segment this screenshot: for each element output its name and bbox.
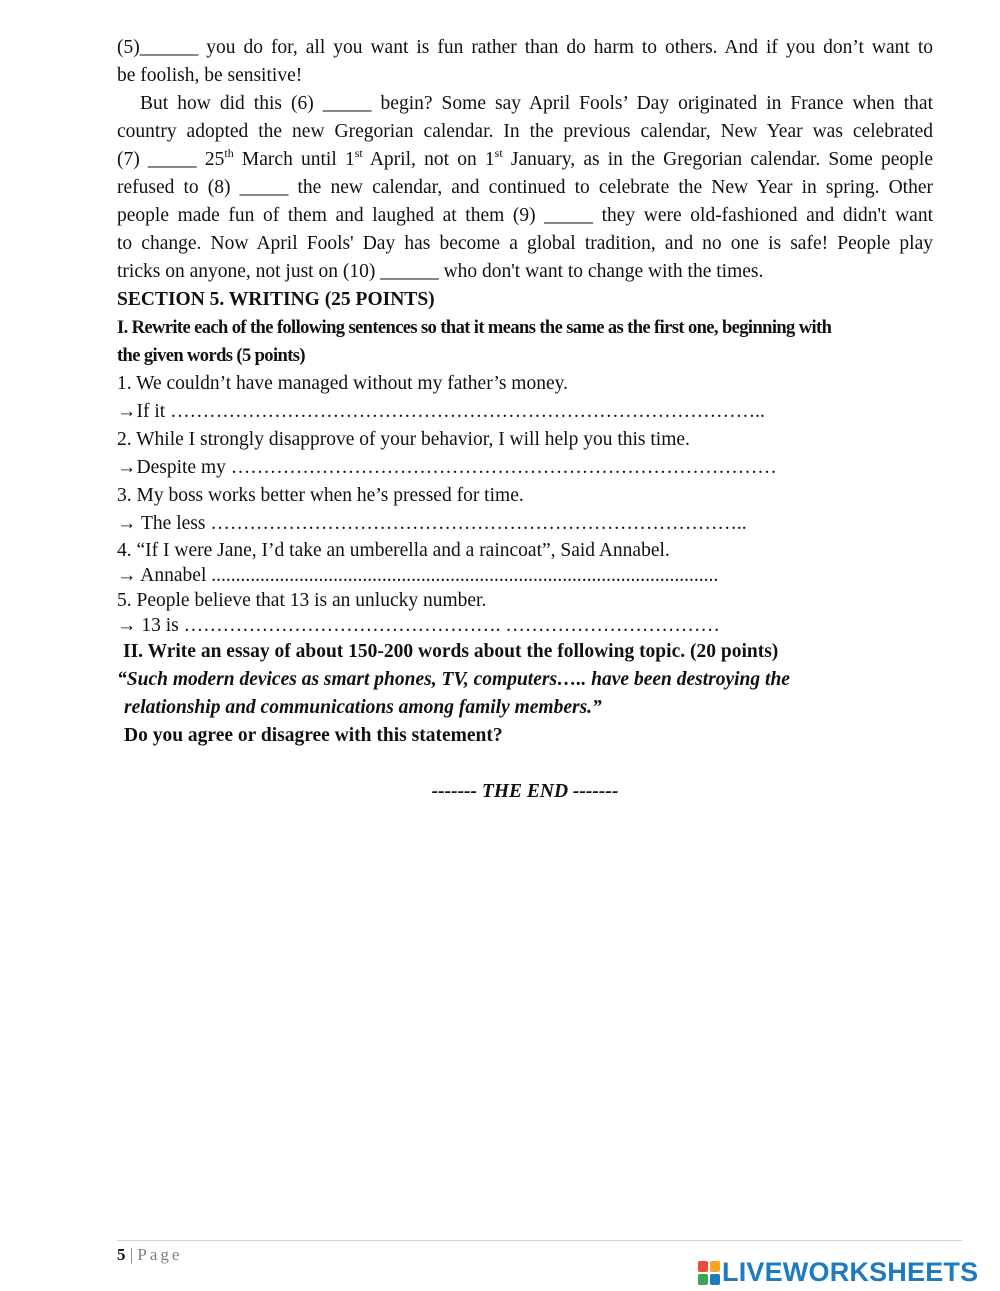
- text-segment: March until 1: [233, 149, 355, 170]
- paragraph-origin-line-6: to change. Now April Fools' Day has become a global tradition, and no one is safe! People play: [117, 233, 933, 254]
- rewrite-question-4: 4. “If I were Jane, I’d take an umberella and a raincoat”, Said Annabel.: [117, 540, 670, 561]
- paragraph-origin-line-1: But how did this (6) _____ begin? Some say April Fools’ Day originated in France when that: [140, 93, 933, 114]
- rewrite-answer-2: →Despite my …………………………………………………………………………: [117, 457, 777, 478]
- text-segment: (7) _____ 25: [117, 149, 225, 170]
- section-heading: SECTION 5. WRITING (25 POINTS): [117, 289, 435, 310]
- paragraph-origin-line-5: people made fun of them and laughed at them (9) _____ they were old-fashioned and didn't want: [117, 205, 933, 226]
- rewrite-answer-5: → 13 is …………………………………………. ……………………………: [117, 615, 720, 636]
- paragraph-origin-line-7: tricks on anyone, not just on (10) ______ who don't want to change with the times.: [117, 261, 764, 282]
- essay-quote-line-1: “Such modern devices as smart phones, TV, computers….. have been destroying the: [117, 669, 790, 690]
- page-number: [117, 1245, 182, 1265]
- paragraph-5-line-1: (5)______ you do for, all you want is fun rather than do harm to others. And if you don’t want to: [117, 37, 933, 58]
- liveworksheets-logo-icon: [698, 1261, 720, 1285]
- page-number-value: 5: [117, 1245, 126, 1264]
- rewrite-instruction-line-2: the given words (5 points): [117, 346, 305, 366]
- the-end: ------- THE END -------: [431, 781, 619, 802]
- page-separator: |: [125, 1245, 138, 1264]
- paragraph-origin-line-3: [117, 146, 933, 174]
- superscript: st: [354, 145, 363, 160]
- rewrite-question-5: 5. People believe that 13 is an unlucky number.: [117, 590, 487, 611]
- essay-question: Do you agree or disagree with this statement?: [124, 725, 503, 746]
- rewrite-question-2: 2. While I strongly disapprove of your behavior, I will help you this time.: [117, 429, 690, 450]
- superscript: th: [224, 145, 234, 160]
- spacer: [117, 750, 933, 778]
- paragraph-origin-line-4: refused to (8) _____ the new calendar, and continued to celebrate the New Year in spring. Other: [117, 177, 933, 198]
- text-segment: April, not on 1: [362, 149, 495, 170]
- essay-quote-line-2: relationship and communications among family members.”: [124, 697, 602, 718]
- rewrite-answer-3: → The less ………………………………………………………………………..: [117, 513, 747, 534]
- document-page: [117, 34, 933, 806]
- text-segment: January, as in the Gregorian calendar. Some people: [502, 149, 933, 170]
- liveworksheets-logo: [698, 1257, 978, 1288]
- page-label: Page: [137, 1245, 183, 1264]
- rewrite-question-3: 3. My boss works better when he’s pressed for time.: [117, 485, 524, 506]
- rewrite-question-1: 1. We couldn’t have managed without my father’s money.: [117, 373, 568, 394]
- essay-instruction: II. Write an essay of about 150-200 words about the following topic. (20 points): [123, 641, 779, 662]
- paragraph-5-line-2: be foolish, be sensitive!: [117, 65, 303, 86]
- superscript: st: [494, 145, 503, 160]
- rewrite-answer-4: → Annabel ........................................................................................................: [117, 565, 719, 586]
- liveworksheets-logo-text: LIVEWORKSHEETS: [722, 1257, 979, 1287]
- rewrite-instruction-line-1: I. Rewrite each of the following sentences so that it means the same as the first one, beginning with: [117, 318, 832, 338]
- footer-divider: [117, 1240, 962, 1241]
- paragraph-origin-line-2: country adopted the new Gregorian calendar. In the previous calendar, New Year was celebrated: [117, 121, 933, 142]
- rewrite-answer-1: →If it ………………………………………………………………………………..: [117, 401, 765, 422]
